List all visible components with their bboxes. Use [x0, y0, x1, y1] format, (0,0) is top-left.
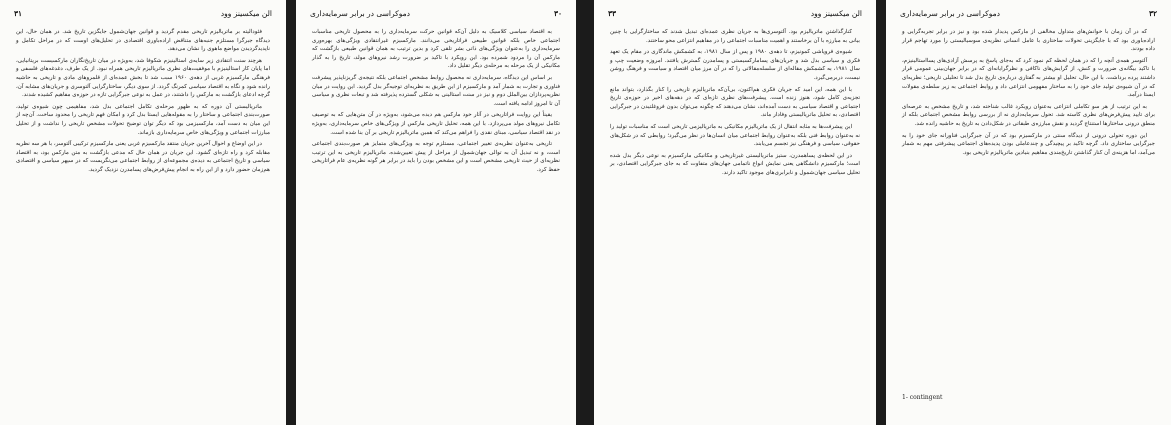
- page-body: [902, 28, 1155, 160]
- paragraph: در این اوضاع و احوال آخرین جریان منتقد مارکسیزم غربی یعنی مارکسیزم ترکیبی آلتوسر، با هر سه نظریه مقابله کرد و راه تازه‌ای گشود. این جریان در همان حال که مدعی بازگشت به متن مارکس بود، به اقتصاد سیاسی و تاریخ اجتماعی به دیده‌ی مجموعه‌ای از روابط اجتماعی می‌نگریست که در سپهر سیاسی و اقتصادی هم‌زمان حضور دارد و از این راه به انجام پیش‌فرض‌های پسامدرن نزدیک گردید.: [16, 141, 270, 173]
- footnote: 1- contingent: [902, 394, 943, 401]
- paragraph: بر اساس این دیدگاه، سرمایه‌داری نه محصول روابط مشخص اجتماعی بلکه نتیجه‌ی گریزناپذیر پیشرفت فناوری و تجارت به شمار آمد و مارکسیزم از این طریق به نظریه‌ای توجیه‌گر بدل گردید. این روایت در میان نظریه‌پردازان بین‌الملل دوم و نیز در سنت استالینی به شکلی گسترده پذیرفته شد و تبعات نظری و سیاسی آن تا امروز ادامه یافته است.: [312, 74, 560, 107]
- paragraph: این دوره تحولی درونی از دیدگاه سنتی در مارکسیزم بود که در آن جبرگرایی فناورانه جای خود را به جبرگرایی ساختاری داد. گرچه تاکید بر پیچیدگی و چندعاملی بودن پدیده‌های اجتماعی پیشرفتی مهم به شمار می‌آمد، اما هزینه‌ی آن کنار گذاشتن تاریخ‌مندی مفاهیم بنیادین ماتریالیزم تاریخی بود.: [902, 132, 1155, 156]
- paragraph: آلتوسر همه‌ی آنچه را که در همان لحظه کم نمود کرد که به‌جای پاسخ به پرسش آزادی‌های پسااستالینیزم، با تاکید بیگانه‌ی ضرورت و کنش، از گرایش‌های ناکافی و نظرگرایانه‌ای که در برابر جهان‌بینی عمومی قرار داشتند پرده برداشت. با این حال، تحلیل او بیشتر به گفتاری درباره‌ی تاریخ بدل شد تا تحلیلی تاریخی؛ نظریه‌ای که در آن شیوه‌ی تولید جای خود را به ساختار مفهومی انتزاعی داد و روابط اجتماعی به زیر سلطه‌ی مقولات ایستا درآمد.: [902, 57, 1155, 99]
- paragraph: تاریخی به‌عنوان نظریه‌ی تغییر اجتماعی، مستلزم توجه به ویژگی‌های متمایز هر صورت‌بندی اجتماعی است، و نه تبدیل آن به توالی جهان‌شمول از مراحل از پیش تعیین‌شده. ماتریالیزم تاریخی به این ترتیب نظریه‌ای از حیث تاریخی مشخص است و این مشخص بودن را باید در برابر هر گونه نظریه‌ی عام فراتاریخی حفظ کرد.: [312, 141, 560, 173]
- paragraph: که در آن زمان با خوانش‌های متداول مخالفی از مارکس پدیدار شده بود و نیز در برابر تجربه‌گرایی و اراده‌باوری بود که با جایگزینی تحولات ساختاری با عامل انسانی نظریه‌ی سوسیالیستی را مورد تهاجم قرار داده بودند.: [902, 29, 1155, 53]
- paragraph: این پیشرفت‌ها به مثابه انتقال از یک ماتریالیزم مکانیکی به ماتریالیزمی تاریخی است که مناسبات تولید را نه به‌عنوان روابط فنی بلکه به‌عنوان روابط اجتماعی میان انسان‌ها در نظر می‌گیرد؛ روابطی که در شکل‌های حقوقی، سیاسی و فرهنگی نیز تجسم می‌یابند.: [610, 123, 860, 148]
- page-body: [312, 28, 560, 178]
- running-header: [14, 6, 272, 20]
- gutter-left: [286, 0, 296, 425]
- page-number: ۳۰: [553, 8, 562, 18]
- running-header: [310, 6, 562, 20]
- paragraph: در این لحظه‌ی پساهمدرن، ستیز ماتریالیستی غیرتاریخی و مکانیکی مارکسیزم به نوعی دیگر بدل شده است؛ مارکسیزم دانشگاهی یعنی نمایش انواع ناتمامی جهان‌های متفاوت که به جای جبرگرایی اقتصادی، بر تحلیل سیاسی جهان‌شمول و نابرابری‌های موجود تاکید دارند.: [610, 152, 860, 176]
- page-number: ۳۱: [14, 8, 23, 18]
- gutter-center: [576, 0, 594, 425]
- paragraph: یقیناً این روایت فراتاریخی در آثار خود مارکس هم دیده می‌شود، به‌ویژه در آن متن‌هایی که به توصیف تکامل نیروهای مولد می‌پردازد. با این همه، تحلیل تاریخی مارکس از ویژگی‌های خاص سرمایه‌داری، به‌ویژه در نقد اقتصاد سیاسی، مبنای نقدی را فراهم می‌کند که همین ماتریالیزم تاریخی بر آن بنا شده است.: [312, 112, 560, 136]
- running-title: الن میکسینز وود: [810, 8, 862, 18]
- book-page-32: [886, 0, 1171, 425]
- paragraph: به این ترتیب از هر سو تکاملی انتزاعی به‌عنوان رویکرد غالب شناخته شد، و تاریخ مشخص به عرصه‌ای برای تایید پیش‌فرض‌های نظری کاسته شد. تحول سرمایه‌داری نه از بررسی روابط مشخص اجتماعی بلکه از منطق درونی ساختارها استنتاج گردید و نقش مبارزه‌ی طبقاتی در شکل‌دادن به تاریخ به حاشیه رانده شد.: [902, 103, 1155, 127]
- running-header: [900, 6, 1157, 20]
- gutter-right: [876, 0, 886, 425]
- page-body: [610, 28, 860, 181]
- paragraph: ماتریالیستی آن دوره که به ظهور مرحله‌ی تکامل اجتماعی بدل شد، مفاهیمی چون شیوه‌ی تولید، صورت‌بندی اجتماعی و ساختار را به مقوله‌هایی ایستا بدل کرد و امکان فهم تاریخی را محدود ساخت. آن‌چه از این میان به دست آمد، مارکسیزمی بود که دیگر توان توضیح تحولات مشخص تاریخی را نداشت و از تحلیل مبارزات اجتماعی و ویژگی‌های خاص سرمایه‌داری بازماند.: [16, 103, 270, 136]
- page-number: ۳۲: [1148, 8, 1157, 18]
- running-title: دموکراسی در برابر سرمایه‌داری: [310, 8, 410, 18]
- paragraph: کنارگذاشتن ماتریالیزم بود. آلتوسری‌ها به جریان نظری عمده‌ای تبدیل شدند که ساختارگرایی با چنین بیانی به مبارزه با آن برخاستند و اهمیت مناسبات اجتماعی را در مفاهیم انتزاعی محو ساختند.: [610, 29, 860, 44]
- paragraph: هرچند سنت انتقادی زیر سایه‌ی استالینیزم شکوفا شد، به‌ویژه در میان تاریخ‌نگاران مارکسیست بریتانیایی، اما پایان کار استالینیزم با موفقیت‌های نظری ماتریالیزم تاریخی همراه نبود. از یک طرف، دغدغه‌های فلسفی و فرهنگی مارکسیزم غربی از دهه‌ی ۱۹۶۰ سبب شد تا بخش عمده‌ای از قلمروهای مادی و تاریخی به حاشیه رانده شود و نگاه به اقتصاد سیاسی کمرنگ گردد. از سوی دیگر، ساختارگرایی آلتوسری و جریان‌های مشابه آن، گرچه ادعای بازگشت به مارکس را داشتند، در عمل به نوعی جبرگرایی تازه در حوزه‌ی مفاهیم کشیده شدند.: [15, 57, 271, 99]
- paragraph: با این همه، این امید که جریان فکری هم‌اکنون، بی‌آن‌که ماتریالیزم تاریخی را کنار بگذارد، بتواند مانع تجزیه‌ی کامل شود، هنوز زنده است. پیشرفت‌های نظری تازه‌ای که در دهه‌های اخیر در حوزه‌ی تاریخ اجتماعی و اقتصاد سیاسی به دست آمده‌اند، نشان می‌دهند که چگونه می‌توان بدون فروغلتیدن در جبرگرایی اقتصادی، به تحلیل ماتریالیستی وفادار ماند.: [610, 86, 860, 119]
- paragraph: شیوه‌ی فروپاشی کمونیزم، تا دهه‌ی ۱۹۸۰ و پس از سال ۱۹۸۱، به کشمکش ماندگاری در مقام یک تعهد فکری و سیاسی بدل شد و جریان‌های پسامارکسیستی و پسامدرن گسترش یافتند. امروزه وضعیت چپ و سال ۱۹۸۱، به کشمکش مقاله‌ای از سلسله‌مقالاتی را که در آن مرز میان اقتصاد و سیاست و فرهنگ روشن نیست، دربرمی‌گیرد.: [610, 49, 860, 81]
- book-page-31: [0, 0, 286, 425]
- paragraph: فئودالیته بر ماتریالیزم تاریخی مقدم گردید و قوانین جهان‌شمول جایگزین تاریخ شد. در همان حال، این دیدگاه جبرگرا مستلزم جنبه‌های متناقض اراده‌باوری اقتصادی در تحلیل‌های اوست که در مراحل تکامل و ناپدیدگردیدن مواضع ماهوی را نشان می‌دهد.: [16, 29, 270, 53]
- page-number: ۳۳: [608, 8, 617, 18]
- paragraph: به اقتصاد سیاسی کلاسیک به دلیل آن‌که قوانین حرکت سرمایه‌داری را به محصول تاریخی مناسبات اجتماعی خاص بلکه قوانین طبیعی فراتاریخی می‌دانند. مارکسیزم غیرانتقادی ویژگی‌های بهره‌وری سرمایه‌داری را به‌عنوان ویژگی‌های ذاتی بشر تلقی کرد و بدین ترتیب به همان قوانین طبیعی بازگشت که مارکس آن را مردود شمرده بود. این رویکرد با تاکید بر ضرورت رشد نیروهای مولد، تاریخ را به گذار مکانیکی از یک مرحله به مرحله‌ی دیگر تقلیل داد.: [312, 29, 560, 70]
- running-title: الن میکسینز وود: [220, 8, 272, 18]
- page-body: [16, 28, 270, 178]
- book-page-30: [296, 0, 576, 425]
- book-page-33: [594, 0, 876, 425]
- running-title: دموکراسی در برابر سرمایه‌داری: [900, 8, 1000, 18]
- running-header: [608, 6, 862, 20]
